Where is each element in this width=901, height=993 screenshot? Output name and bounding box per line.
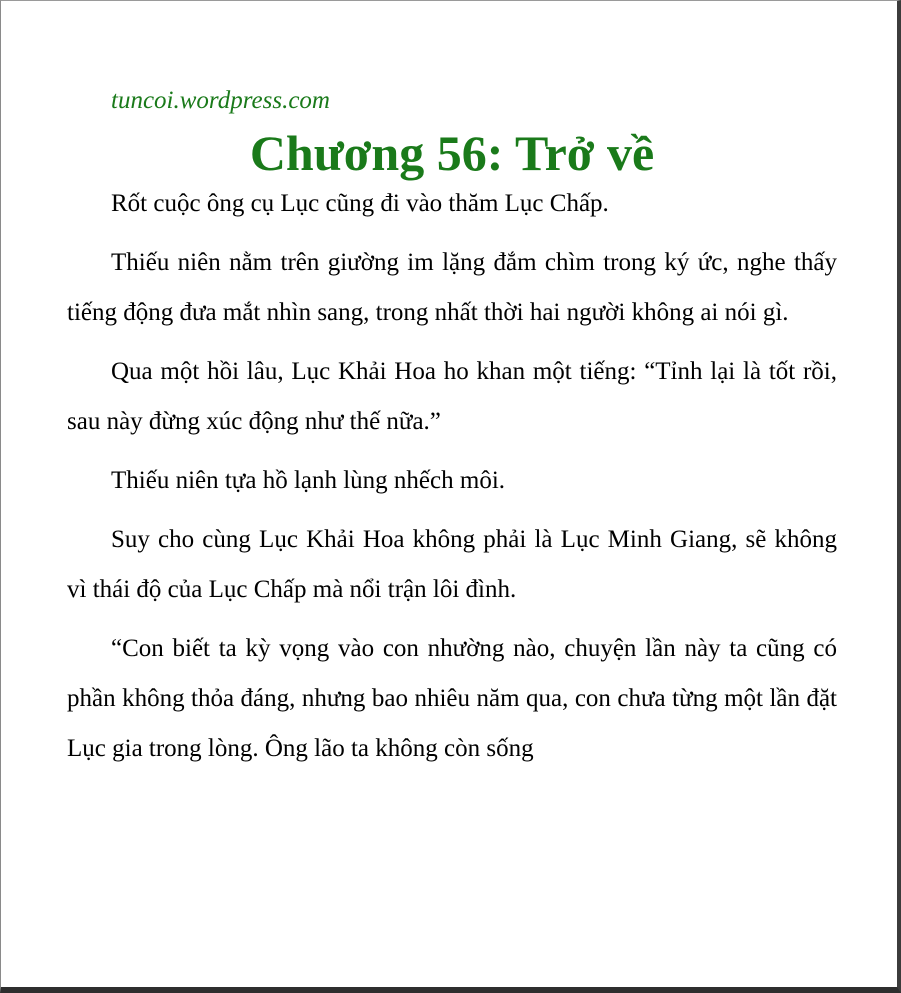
paragraph: Suy cho cùng Lục Khải Hoa không phải là Lục Minh Giang, sẽ không vì thái độ của Lục Chấp mà nổi trận lôi đình. — [67, 526, 837, 603]
paragraph: Thiếu niên nằm trên giường im lặng đắm chìm trong ký ức, nghe thấy tiếng động đưa mắt nhìn sang, trong nhất thời hai người không ai nói gì. — [67, 249, 837, 326]
document-page — [67, 83, 837, 783]
chapter-title: Chương 56: Trở về — [249, 125, 655, 181]
paragraph: Qua một hồi lâu, Lục Khải Hoa ho khan một tiếng: “Tỉnh lại là tốt rồi, sau này đừng xúc động như thế nữa.” — [67, 358, 837, 435]
website-watermark: tuncoi.wordpress.com — [111, 87, 330, 114]
paragraph: Rốt cuộc ông cụ Lục cũng đi vào thăm Lục Chấp. — [111, 190, 609, 217]
paragraph: Thiếu niên tựa hồ lạnh lùng nhếch môi. — [111, 467, 506, 494]
paragraph: “Con biết ta kỳ vọng vào con nhường nào, chuyện lần này ta cũng có phần không thỏa đáng, nhưng bao nhiêu năm qua, con chưa từng một lần đặt Lục gia trong lòng. Ông lão ta không còn sống — [67, 635, 837, 762]
